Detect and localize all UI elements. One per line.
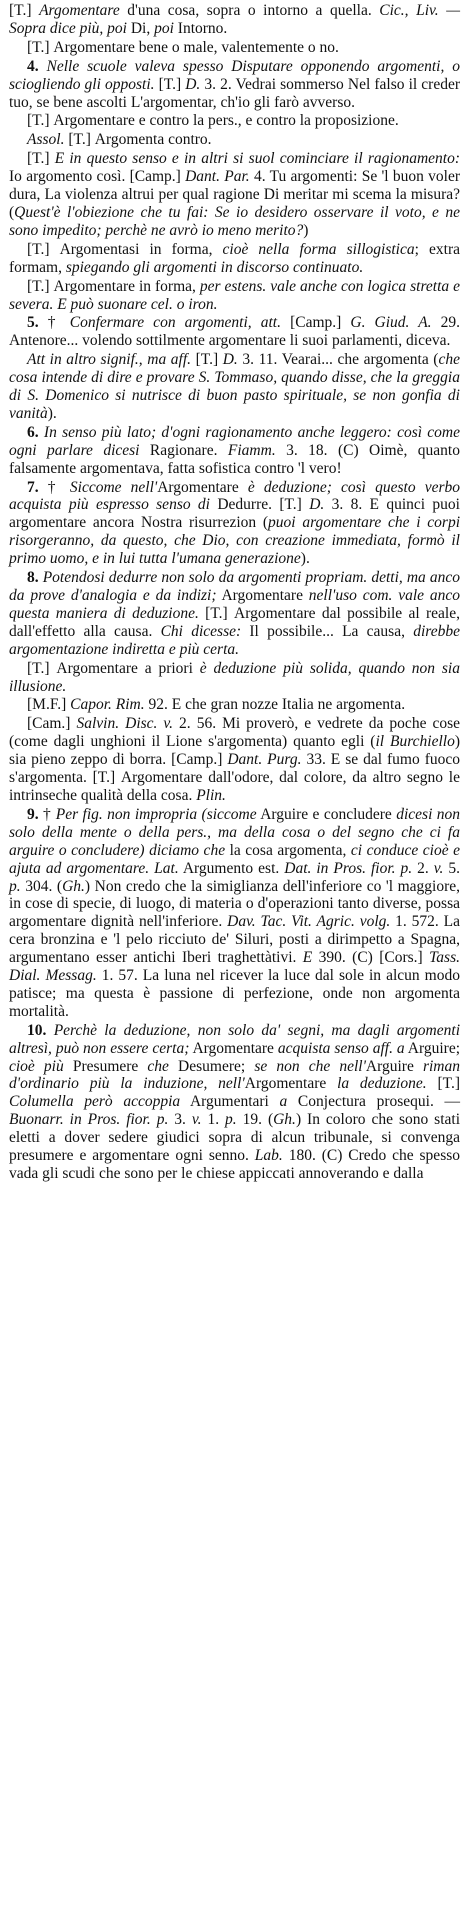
text-run: In senso più lato; d'ogni ragionamento anche leggero: così come ogni parlare dicesi: [9, 423, 461, 459]
text-run: Argomentare: [157, 478, 248, 496]
text-run: p.: [9, 877, 21, 895]
entry-paragraph: [9, 1022, 460, 1183]
text-run: 7.: [27, 478, 48, 496]
text-run: Nelle scuole valeva spesso Disputare opponendo argomenti, o sciogliendo gli opposti.: [9, 57, 460, 93]
text-run: Dav. Tac. Vit. Agric. volg.: [227, 913, 391, 931]
text-run: ci conduce cioè e ajuta ad argomentare. Lat.: [9, 841, 460, 877]
text-run: 9.: [27, 805, 44, 823]
text-run: 92. E che gran nozze Italia ne argomenta.: [144, 696, 406, 714]
text-run: [T.]: [191, 351, 223, 369]
text-run: Di,: [126, 19, 155, 37]
text-run: 6.: [27, 423, 44, 441]
text-run: 3. 18. (C) Oimè, quanto falsamente argomentava, fatta sofistica contro 'l vero!: [9, 441, 460, 477]
text-run: Gh.: [62, 877, 85, 895]
text-run: Argomentare: [39, 2, 120, 19]
text-run: [T.]: [27, 112, 54, 130]
text-run: 1. 572. La cera bronzina e 'l pelo ricciuto de' Siluri, posti a dirimpetto a Spagna, argumentano esser antichi Iberi traghettàtivi.: [9, 913, 460, 967]
text-run: Chi dicesse:: [160, 622, 242, 640]
text-run: Argomentare bene o male, valentemente o no.: [53, 38, 339, 56]
text-run: Assol.: [27, 131, 65, 149]
text-run: Potendosi dedurre non solo da argomenti propriam. detti, ma anco da prove d'analogia e da indizi;: [9, 569, 460, 604]
text-run: [T.]: [27, 150, 55, 168]
text-run: Arguire;: [404, 1039, 461, 1057]
entry-paragraph: [9, 39, 460, 57]
entry-paragraph: [9, 314, 460, 350]
text-run: 29. Antenore... volendo sottilmente argomentare li suoi parlamenti, diceva.: [9, 314, 461, 350]
text-run: [T.]: [154, 75, 186, 93]
text-run: 19. (: [236, 1111, 274, 1129]
text-run: v.: [433, 859, 444, 877]
text-run: [T.]: [27, 659, 57, 677]
text-run: 3.: [168, 1111, 192, 1129]
text-run: acquista senso aff. a: [277, 1039, 405, 1057]
text-run: 1.: [201, 1111, 226, 1129]
text-run: d'una cosa, sopra o intorno a quella.: [119, 2, 380, 19]
text-run: [T.]: [426, 1075, 460, 1093]
text-run: poi: [154, 19, 174, 37]
text-run: a: [279, 1093, 288, 1111]
text-run: Argomentare a priori: [56, 659, 200, 677]
text-run: Ragionare.: [139, 441, 228, 459]
entry-paragraph: [9, 424, 460, 478]
text-run: Buonarr. in Pros. fior. p.: [9, 1111, 169, 1129]
text-run: riman d'ordinario più la induzione, nell': [9, 1057, 461, 1093]
entry-paragraph: [9, 150, 460, 240]
entry-paragraph: [9, 2, 460, 38]
text-run: Intorno.: [173, 19, 228, 37]
entry-paragraph: [9, 806, 460, 1021]
text-run: [T.]: [9, 2, 40, 19]
text-run: Arguire e concludere: [256, 805, 397, 823]
text-run: [74, 1093, 85, 1110]
text-run: Fiamm.: [227, 441, 276, 459]
entry-paragraph: [9, 715, 460, 805]
text-run: è deduzione più solida, quando non sia illusione.: [9, 659, 460, 695]
text-run: 1. 57. La luna nel ricever la luce dal sole in alcun modo patisce; ma questa è passione di perfezione, onde non argomenta mortalità.: [9, 967, 460, 1020]
text-run: Siccome nell': [69, 478, 158, 496]
text-run: Gh.: [273, 1111, 296, 1129]
text-run: Per fig. non impropria (siccome: [55, 805, 257, 823]
text-run: Columella: [9, 1093, 74, 1111]
text-run: Argumento est.: [178, 859, 285, 877]
entry-paragraph: [9, 131, 460, 149]
text-run: Lab.: [254, 1147, 283, 1165]
text-run: 180. (C) Credo che spesso vada gli scudi che sono per le chiese appiccati annoverando e dalla: [9, 1147, 461, 1182]
text-run: nell'uso com. vale anco questa maniera di deduzione.: [9, 587, 461, 622]
text-run: per estens. vale anche con logica stretta e severa. E può suonare cel. o iron.: [9, 277, 460, 313]
text-run: 8.: [27, 569, 43, 587]
text-run: Argomentare: [189, 1039, 278, 1057]
text-run: Argomentare in forma,: [53, 277, 200, 295]
text-run: ): [303, 221, 309, 239]
text-run: Salvin. Disc. v.: [76, 715, 174, 733]
text-run: Presumere: [63, 1057, 148, 1075]
text-run: 33. E se dal fumo fuoco s'argomenta.: [9, 751, 460, 787]
text-run: ; extra formam,: [9, 240, 460, 276]
text-run: Capor. Rim.: [70, 696, 145, 714]
text-run: Argumentari: [180, 1093, 280, 1111]
text-run: è deduzione; così questo verbo acquista più espresso senso di: [9, 478, 460, 514]
entry-paragraph: [9, 241, 460, 277]
text-run: [T.]: [198, 604, 235, 622]
text-run: ) Non credo che la simiglianza dell'inferiore co 'l maggiore, in cose di specie, di luogo, di materia o d'operazioni tanto diverse, possa argomentare dignità nell'inferiore.: [9, 877, 460, 931]
text-run: 5.: [443, 859, 461, 877]
text-run: Plin.: [196, 786, 226, 804]
text-run: v.: [191, 1111, 202, 1129]
text-run: Dat. in Pros. fior. p.: [284, 859, 413, 877]
text-run: [T.]: [92, 769, 121, 787]
text-run: Dedurre.: [210, 496, 280, 514]
text-run: Dant. Purg.: [227, 751, 302, 769]
text-run: Cic., Liv. — Sopra dice più, poi: [9, 2, 460, 37]
text-run: 2.: [412, 859, 434, 877]
entry-paragraph: [9, 112, 460, 130]
text-run: [T.]: [279, 496, 310, 514]
text-run: Argomentare: [244, 1075, 338, 1093]
text-run: Argomentasi in forma,: [59, 240, 223, 258]
text-run: ).: [47, 404, 57, 422]
text-run: G. Giud. A.: [350, 314, 432, 332]
text-run: Arguire: [365, 1057, 423, 1075]
entry-paragraph: [9, 58, 460, 112]
text-run: [T.]: [27, 38, 54, 56]
text-run: Tass. Dial. Messag.: [9, 949, 460, 985]
text-run: ) sia pieno zeppo di borra. [Camp.]: [9, 733, 461, 769]
entry-paragraph: [9, 351, 460, 423]
text-run: [Cam.]: [27, 715, 77, 733]
text-run: [T.]: [64, 131, 95, 149]
text-run: 4. Tu argomenti: Se 'l buon voler dura, La violenza altrui per qual ragione Di meritar mi scema la misura? (: [9, 168, 460, 221]
text-run: E: [302, 949, 313, 967]
text-run: puoi argomentare che i corpi risorgeranno, da questo, che Dio, con creazione immediata, formò il primo uomo, e in lui tutta l'umana generazione: [9, 514, 460, 568]
text-run: Argomenta contro.: [94, 131, 212, 149]
text-run: se non che nell': [254, 1057, 366, 1075]
text-run: Argomentare: [216, 587, 309, 604]
text-run: †: [47, 478, 70, 496]
text-run: Argomentare dall'odore, dal colore, da altro segno le intrinseche qualità della cosa.: [9, 769, 460, 804]
text-run: 2. 56. Mi proverò, e vedrete da poche cose (come dagli unghioni il Lione s'argomenta) quanto egli (: [9, 715, 460, 751]
text-run: Att in altro signif., ma aff.: [27, 351, 192, 369]
text-run: [T.]: [27, 277, 54, 295]
text-run: †: [47, 314, 70, 332]
text-run: [T.]: [27, 240, 60, 258]
text-run: che cosa intende di dire e provare S. Tommaso, quando disse, che la greggia di S. Domenico si nutrisce di buon pasto spirituale, se non gonfia di vanità: [9, 351, 460, 422]
text-run: [Camp.]: [280, 314, 351, 332]
text-run: p.: [225, 1111, 237, 1129]
text-run: Dant. Par.: [185, 168, 250, 186]
text-run: 3. 8. E quinci puoi argomentare ancora Nostra risurrezion (: [9, 496, 460, 532]
text-run: cioè nella forma sillogistica: [222, 240, 415, 258]
entry-paragraph: [9, 278, 460, 314]
text-run: Quest'è l'obiezione che tu fai: Se io desidero osservare il voto, e ne sono impedito; perchè ne avrò io meno merito?: [9, 203, 460, 239]
text-run: Conjectura prosequi. —: [287, 1093, 460, 1111]
text-run: D.: [309, 496, 325, 514]
text-run: 3. 2. Vedrai sommerso Nel falso il creder tuo, se bene ascolti L'argomentar, ch'io gli farò avverso.: [9, 75, 460, 111]
text-run: che: [147, 1057, 169, 1075]
text-run: [M.F.]: [27, 696, 71, 714]
text-run: 304. (: [20, 877, 63, 895]
text-run: il Burchiello: [375, 733, 455, 751]
text-run: spiegando gli argomenti in discorso continuato.: [65, 258, 364, 276]
text-run: 3. 11. Vearai... che argomenta (: [237, 351, 439, 369]
text-run: Desumere;: [168, 1057, 255, 1075]
text-run: ).: [300, 550, 310, 568]
text-run: però accoppia: [84, 1093, 181, 1111]
text-run: la cosa argomenta,: [225, 841, 351, 859]
text-run: 4.: [27, 57, 47, 75]
entry-paragraph: [9, 479, 460, 569]
text-run: 390. (C) [Cors.]: [312, 949, 430, 967]
entry-paragraph: [9, 696, 460, 714]
text-run: Argomentare dal possibile al reale, dall'effetto alla causa.: [9, 604, 460, 640]
text-run: ) In coloro che sono stati eletti a dover sedere giudici sopra di alcun tribunale, si convenga presumere e argomentare ogni senno.: [9, 1111, 461, 1165]
text-run: D.: [222, 351, 238, 369]
text-run: cioè più: [9, 1057, 64, 1075]
text-run: 10.: [27, 1021, 54, 1039]
entry-paragraph: [9, 569, 460, 659]
text-run: D.: [185, 75, 201, 93]
text-run: Perchè la deduzione, non solo da' segni, ma dagli argomenti altresì, può non essere certa;: [9, 1021, 460, 1057]
text-run: Argomentare e contro la pers., e contro la proposizione.: [53, 112, 399, 130]
text-run: direbbe argomentazione indiretta e più certa.: [9, 622, 460, 658]
text-run: la deduzione.: [337, 1075, 427, 1093]
text-run: Io argomento così. [Camp.]: [9, 168, 186, 186]
text-run: Confermare con argomenti, att.: [69, 314, 281, 332]
text-run: †: [43, 805, 56, 823]
text-run: 5.: [27, 314, 48, 332]
text-run: Il possibile... La causa,: [241, 622, 414, 640]
text-run: E in questo senso e in altri si suol cominciare il ragionamento:: [54, 150, 460, 168]
entry-paragraph: [9, 660, 460, 696]
text-run: dicesi non solo della mente o della pers., ma della cosa o del segno che ci fa arguire o concludere) diciamo che: [9, 805, 461, 859]
